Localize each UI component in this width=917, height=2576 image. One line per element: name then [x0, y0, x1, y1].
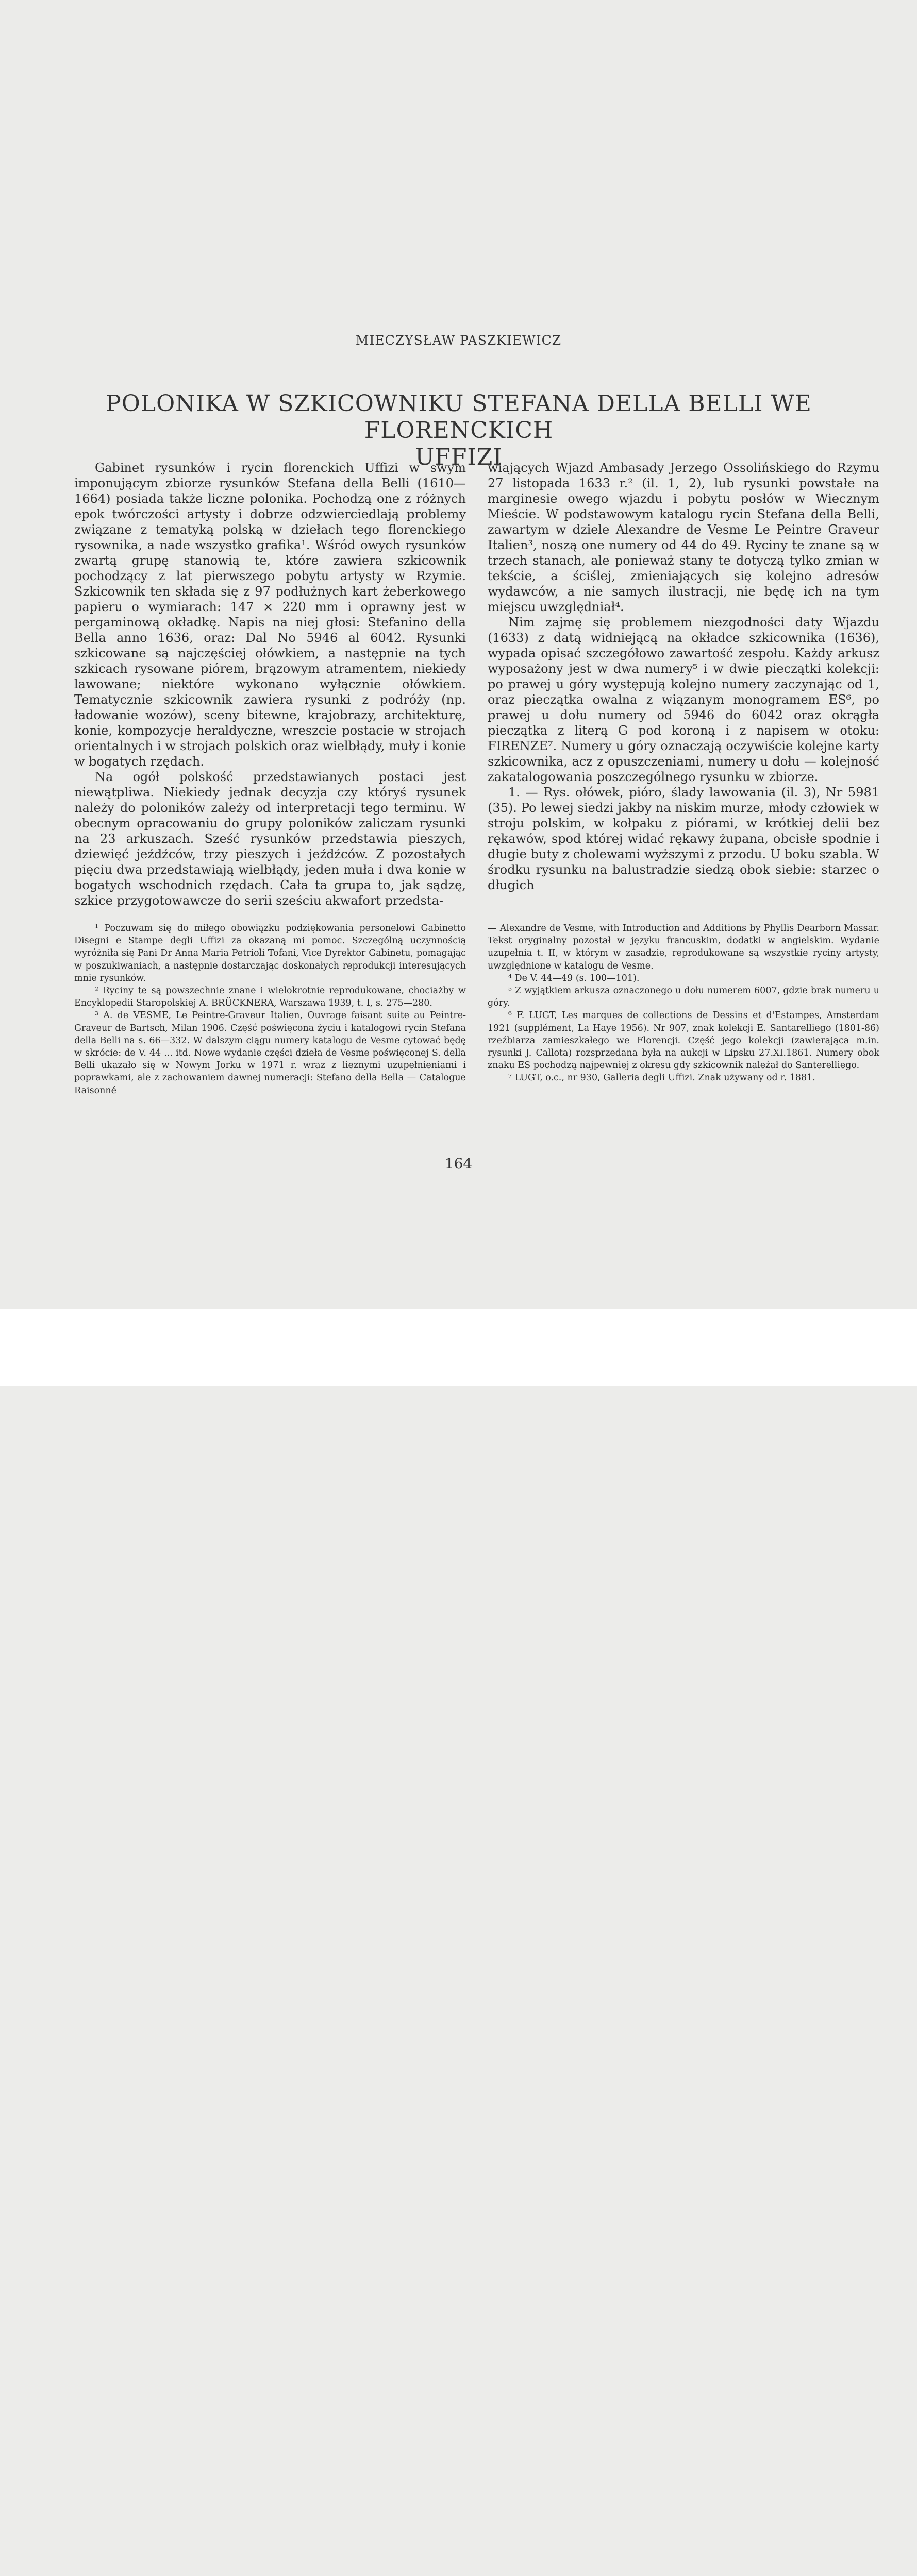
footnote: ¹ Poczuwam się do miłego obowiązku podziękowania personelowi Gabinetto Disegni e Stampe degli Uffizi za okazaną mi pomoc. Szczególną uczynnością wyróżniła się Pani Dr Anna Maria Petrioli Tofani, Vice Dyrektor Gabinetu, pomagając w poszukiwaniach, a następnie dostarczając doskonałych reprodukcji interesujących mnie rysunków.: [74, 923, 466, 984]
footnote: ⁵ Z wyjątkiem arkusza oznaczonego u dołu numerem 6007, gdzie brak numeru u góry.: [488, 986, 879, 1009]
footnote: ⁶ F. LUGT, Les marques de collections de Dessins et d'Estampes, Amsterdam 1921 (supplément, La Haye 1956). Nr 907, znak kolekcji E. Santarelliego (1801-86) rzeźbiarza zamieszkałego we Florencji. Część jego kolekcji (zawierająca m.in. rysunki J. Callota) rozsprzedana była na aukcji w Lipsku 27.XI.1861. Numery obok znaku ES pochodzą najpewniej z okresu gdy szkicownik należał do Santerelliego.: [488, 1010, 879, 1071]
title-line-1: POLONIKA W SZKICOWNIKU STEFANA DELLA BELLI WE FLORENCKICH: [106, 391, 812, 444]
body-column-left: [74, 460, 466, 908]
paragraph: Na ogół polskość przedstawianych postaci jest niewątpliwa. Niekiedy jednak decyzja czy któryś rysunek należy do poloników zależy od interpretacji tego terminu. W obecnym opracowaniu do grupy poloników zaliczam rysunki na 23 arkuszach. Sześć rysunków przedstawia pieszych, dziewięć jeźdźców, trzy pieszych i jeźdźców. Z pozostałych pięciu dwa przedstawiają wielbłądy, jeden muła i dwa konie w bogatych wschodnich rzędach. Cała ta grupa to, jak sądzę, szkice przygotowawcze do serii sześciu akwafort przedsta-: [74, 770, 466, 908]
footnote: — Alexandre de Vesme, with Introduction and Additions by Phyllis Dearborn Massar. Tekst oryginalny pozostał w języku francuskim, dodatki w angielskim. Wydanie uzupełnia t. II, w którym w zasadzie, reprodukowane są wszystkie ryciny artysty, uwzględnione w katalogu de Vesme.: [488, 923, 879, 971]
body-column-right: [488, 460, 879, 893]
paragraph: Gabinet rysunków i rycin florenckich Uffizi w swym imponującym zbiorze rysunków Stefana della Belli (1610—1664) posiada także liczne polonika. Pochodzą one z różnych epok twórczości artysty i dobrze odzwierciedlają problemy związane z tematyką polską w dziełach tego florenckiego rysownika, a nade wszystko grafika¹. Wśród owych rysunków zwartą grupę stanowią te, które zawiera szkicownik pochodzący z lat pierwszego pobytu artysty w Rzymie. Szkicownik ten składa się z 97 podłużnych kart żeberkowego papieru o wymiarach: 147 × 220 mm i oprawny jest w pergaminową okładkę. Napis na niej głosi: Stefanino della Bella anno 1636, oraz: Dal No 5946 al 6042. Rysunki szkicowane są najczęściej ołówkiem, a następnie na tych szkicach rysowane piórem, brązowym atramentem, niekiedy lawowane; niektóre wykonano wyłącznie ołówkiem. Tematycznie szkicownik zawiera rysunki z podróży (np. ładowanie wozów), sceny bitewne, krajobrazy, architekturę, konie, kompozycje heraldyczne, wreszcie postacie w strojach orientalnych i w strojach polskich oraz wielbłądy, muły i konie w bogatych rzędach.: [74, 461, 466, 769]
footnote: ³ A. de VESME, Le Peintre-Graveur Italien, Ouvrage faisant suite au Peintre-Graveur de Bartsch, Milan 1906. Część poświęcona życiu i katalogowi rycin Stefana della Belli na s. 66—332. W dalszym ciągu numery katalogu de Vesme cytować będę w skrócie: de V. 44 ... itd. Nowe wydanie części dzieła de Vesme poświęconej S. della Belli ukazało się w Nowym Jorku w 1971 r. wraz z lieznymi uzupełnieniami i poprawkami, ale z zachowaniem dawnej numeracji: Stefano della Bella — Catalogue Raisonné: [74, 1010, 466, 1096]
author-name: MIECZYSŁAW PASZKIEWICZ: [355, 333, 562, 348]
footnote: ² Ryciny te są powszechnie znane i wielokrotnie reprodukowane, chociażby w Encyklopedii Staropolskiej A. BRÜCKNERA, Warszawa 1939, t. I, s. 275—280.: [74, 986, 466, 1009]
footnote: ⁴ De V. 44—49 (s. 100—101).: [508, 973, 640, 984]
footnote: ⁷ LUGT, o.c., nr 930, Galleria degli Uffizi. Znak używany od r. 1881.: [508, 1073, 815, 1083]
catalogue-item: 1. — Rys. ołówek, pióro, ślady lawowania (il. 3), Nr 5981 (35). Po lewej siedzi jakby na niskim murze, młody człowiek w stroju polskim, w kołpaku z piórami, w krótkiej delii bez rękawów, spod której widać rękawy żupana, obcisłe spodnie i długie buty z cholewami wyższymi z przodu. U boku szabla. W środku rysunku na balustradzie siedzą obok siebie: starzec o długich: [488, 785, 879, 892]
footnotes-left: [74, 922, 466, 1097]
article-title: [62, 391, 856, 471]
footnotes-right: [488, 922, 879, 1084]
viewer-footer: [0, 1309, 917, 1386]
paragraph: Nim zajmę się problemem niezgodności daty Wjazdu (1633) z datą widniejącą na okładce szkicownika (1636), wypada opisać szczegółowo zawartość zespołu. Każdy arkusz wyposażony jest w dwa numery⁵ i w dwie pieczątki kolekcji: po prawej u góry występują kolejno numery zaczynając od 1, oraz pieczątka owalna z wiązanym monogramem ES⁶, po prawej u dołu numery od 5946 do 6042 oraz okrągła pieczątka z literą G pod koroną i z napisem w otoku: FIRENZE⁷. Numery u góry oznaczają oczywiście kolejne karty szkicownika, acz z opuszczeniami, numery u dołu — kolejność zakatalogowania poszczególnego rysunku w zbiorze.: [488, 615, 879, 784]
page-number: 164: [444, 1155, 473, 1172]
paragraph: wiających Wjazd Ambasady Jerzego Ossolińskiego do Rzymu 27 listopada 1633 r.² (il. 1, 2), lub rysunki powstałe na marginesie owego wjazdu i pobytu posłów w Wiecznym Mieście. W podstawowym katalogu rycin Stefana della Belli, zawartym w dziele Alexandre de Vesme Le Peintre Graveur Italien³, noszą one numery od 44 do 49. Ryciny te znane są w trzech stanach, ale ponieważ stany te dotyczą tylko zmian w tekście, a ściślej, zmieniających się kolejno adresów wydawców, a nie samych ilustracji, nie będę ich na tym miejscu uwzględniał⁴.: [488, 461, 879, 614]
title-line-2: UFFIZI: [415, 444, 503, 470]
